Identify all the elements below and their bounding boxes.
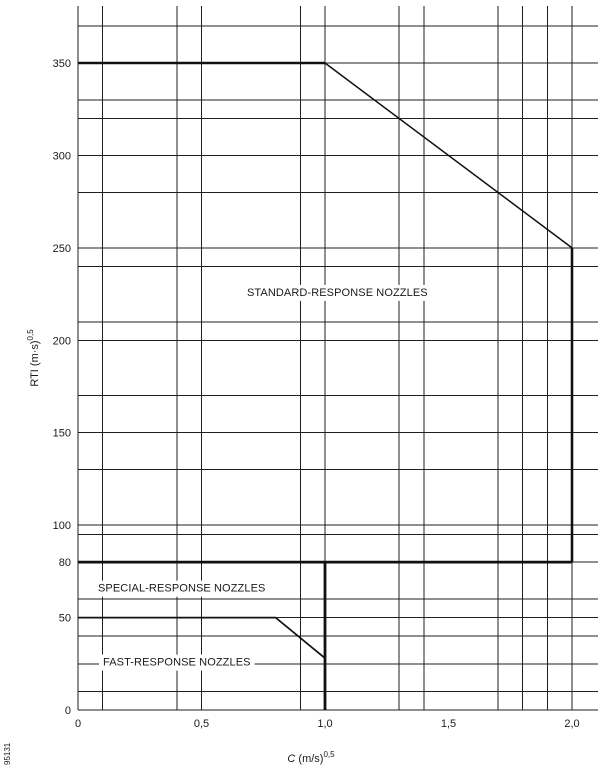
region-label-group [94,581,269,597]
grid-layer [78,6,598,710]
plot-frame [78,6,598,710]
region-label: FAST-RESPONSE NOZZLES [103,656,251,669]
region-label: SPECIAL-RESPONSE NOZZLES [98,582,266,595]
y-tick-label: 200 [52,335,71,348]
region-labels [94,285,432,671]
x-axis-exponent: 0,5 [323,750,335,759]
x-tick-label: 1,5 [440,718,457,730]
y-tick-labels [51,57,73,718]
region-label: STANDARD-RESPONSE NOZZLES [246,286,428,299]
y-tick-label: 300 [52,150,71,163]
x-tick-label: 2,0 [564,718,580,730]
x-tick-label: 0,5 [193,718,210,730]
y-axis-title [26,329,41,387]
x-tick-label: 1,0 [317,718,333,730]
region-label-group [99,655,255,671]
region-label-group [243,285,432,301]
x-axis-title [287,750,335,765]
y-tick-label: 80 [58,557,71,570]
y-tick-label: 50 [58,612,71,625]
y-axis-title-text: RTI (m·s) [29,340,41,387]
x-axis-title-italic: C [287,753,296,765]
figure-code: 95131 [3,742,12,765]
y-tick-label: 350 [52,58,71,70]
y-tick-label: 250 [52,242,71,255]
x-tick-labels [73,717,582,731]
y-tick-label: 150 [52,427,71,440]
y-axis-exponent: 0,5 [26,329,35,341]
y-tick-label: 100 [52,520,71,533]
x-tick-label: 0 [74,718,82,730]
y-tick-label: 0 [64,705,71,717]
x-axis-title-rest: (m/s) [295,753,324,765]
